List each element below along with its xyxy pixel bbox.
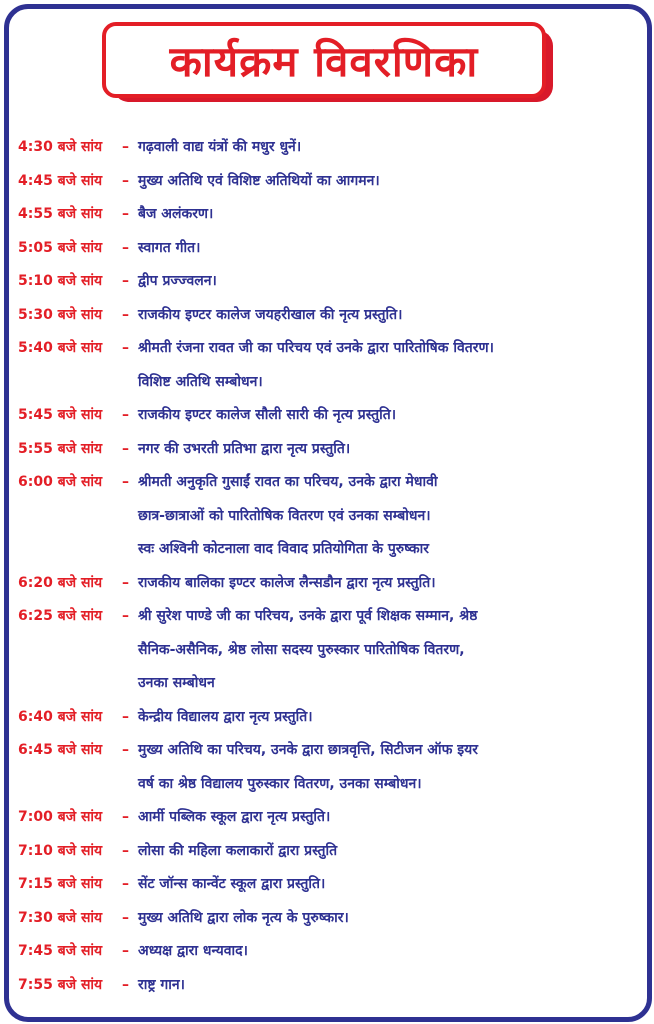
separator-dash: – [122, 340, 129, 356]
page-title: कार्यक्रम विवरणिका [169, 36, 479, 86]
schedule-time: 7:55 बजे सांय [18, 976, 103, 993]
schedule-time: 6:00 बजे सांय [18, 474, 103, 490]
schedule-description [138, 605, 646, 695]
schedule-row [18, 572, 646, 595]
description-line: राजकीय बालिका इण्टर कालेज लैन्सडौन द्वारा नृत्य प्रस्तुति। [138, 574, 436, 591]
schedule-time: 5:05 बजे सांय [18, 239, 103, 256]
schedule-description [138, 170, 646, 193]
schedule-time: 7:10 बजे सांय [18, 842, 103, 859]
description-line: मुख्य अतिथि एवं विशिष्ट अतिथियों का आगमन। [138, 172, 380, 189]
schedule-description [138, 873, 646, 896]
schedule-time: 7:30 बजे सांय [18, 909, 103, 926]
schedule-description [138, 337, 646, 394]
schedule-row [18, 270, 646, 293]
separator-dash: – [122, 976, 129, 993]
schedule-time: 5:40 बजे सांय [18, 340, 103, 356]
description-line: श्रीमती अनुकृति गुसाईं रावत का परिचय, उनके द्वारा मेधावी [138, 474, 438, 490]
description-line: स्वः अश्विनी कोटनाला वाद विवाद प्रतियोगिता के पुरुष्कार [138, 541, 429, 557]
description-line: श्रीमती रंजना रावत जी का परिचय एवं उनके द्वारा पारितोषिक वितरण। [138, 340, 494, 356]
description-line: आर्मी पब्लिक स्कूल द्वारा नृत्य प्रस्तुति। [138, 809, 331, 825]
schedule-row [18, 806, 646, 829]
description-line: स्वागत गीत। [138, 239, 201, 256]
schedule-time: 7:45 बजे सांय [18, 943, 103, 959]
schedule-row [18, 840, 646, 863]
schedule-description [138, 974, 646, 997]
description-line: बैज अलंकरण। [138, 206, 214, 222]
separator-dash: – [122, 809, 129, 825]
schedule-row [18, 940, 646, 963]
schedule-row [18, 170, 646, 193]
separator-dash: – [122, 407, 129, 423]
separator-dash: – [122, 842, 129, 859]
separator-dash: – [122, 943, 129, 959]
separator-dash: – [122, 909, 129, 926]
schedule-description [138, 739, 646, 796]
description-line: नगर की उभरती प्रतिभा द्वारा नृत्य प्रस्तुति। [138, 440, 351, 457]
separator-dash: – [122, 206, 129, 222]
description-line: मुख्य अतिथि द्वारा लोक नृत्य के पुरुष्कार। [138, 909, 349, 926]
schedule-description [138, 907, 646, 930]
separator-dash: – [122, 139, 129, 155]
schedule-description [138, 940, 646, 963]
schedule-description [138, 438, 646, 461]
schedule-description [138, 706, 646, 729]
description-line: राजकीय इण्टर कालेज सौली सारी की नृत्य प्रस्तुति। [138, 407, 397, 423]
schedule-description [138, 304, 646, 327]
schedule-row [18, 203, 646, 226]
separator-dash: – [122, 172, 129, 189]
description-line: सैनिक-असैनिक, श्रेष्ठ लोसा सदस्य पुरुस्कार पारितोषिक वितरण, [138, 641, 465, 658]
schedule-row [18, 404, 646, 427]
description-line: द्वीप प्रज्ज्वलन। [138, 273, 217, 289]
schedule-time: 4:30 बजे सांय [18, 139, 103, 155]
schedule-row [18, 337, 646, 394]
separator-dash: – [122, 474, 129, 490]
separator-dash: – [122, 273, 129, 289]
separator-dash: – [122, 306, 129, 323]
schedule-row [18, 706, 646, 729]
separator-dash: – [122, 574, 129, 591]
schedule-list [18, 136, 646, 1007]
schedule-time: 6:20 बजे सांय [18, 574, 103, 591]
schedule-time: 4:55 बजे सांय [18, 206, 103, 222]
schedule-description [138, 237, 646, 260]
schedule-time: 7:00 बजे सांय [18, 809, 103, 825]
description-line: वर्ष का श्रेष्ठ विद्यालय पुरुस्कार वितरण, उनका सम्बोधन। [138, 775, 422, 792]
schedule-time: 6:25 बजे सांय [18, 608, 103, 624]
separator-dash: – [122, 608, 129, 624]
schedule-time: 5:55 बजे सांय [18, 440, 103, 457]
schedule-row [18, 471, 646, 561]
description-line: राजकीय इण्टर कालेज जयहरीखाल की नृत्य प्रस्तुति। [138, 306, 403, 323]
schedule-time: 5:30 बजे सांय [18, 306, 103, 323]
separator-dash: – [122, 708, 129, 725]
description-line: केन्द्रीय विद्यालय द्वारा नृत्य प्रस्तुति। [138, 708, 313, 725]
separator-dash: – [122, 876, 129, 892]
schedule-row [18, 136, 646, 159]
schedule-time: 4:45 बजे सांय [18, 172, 103, 189]
schedule-description [138, 572, 646, 595]
schedule-description [138, 136, 646, 159]
schedule-row [18, 304, 646, 327]
schedule-time: 5:10 बजे सांय [18, 273, 103, 289]
description-line: लोसा की महिला कलाकारों द्वारा प्रस्तुति [138, 842, 338, 859]
schedule-description [138, 471, 646, 561]
description-line: गढ़वाली वाद्य यंत्रों की मधुर धुनें। [138, 139, 302, 155]
separator-dash: – [122, 440, 129, 457]
schedule-row [18, 974, 646, 997]
description-line: सेंट जॉन्स कान्वेंट स्कूल द्वारा प्रस्तुति। [138, 876, 326, 892]
schedule-time: 5:45 बजे सांय [18, 407, 103, 423]
schedule-row [18, 237, 646, 260]
description-line: श्री सुरेश पाण्डे जी का परिचय, उनके द्वारा पूर्व शिक्षक सम्मान, श्रेष्ठ [138, 608, 478, 624]
schedule-row [18, 907, 646, 930]
description-line: छात्र-छात्राओं को पारितोषिक वितरण एवं उनका सम्बोधन। [138, 507, 431, 524]
schedule-row [18, 438, 646, 461]
description-line: विशिष्ट अतिथि सम्बोधन। [138, 373, 263, 390]
schedule-description [138, 404, 646, 427]
schedule-time: 7:15 बजे सांय [18, 876, 103, 892]
description-line: उनका सम्बोधन [138, 675, 215, 691]
schedule-description [138, 806, 646, 829]
description-line: अध्यक्ष द्वारा धन्यवाद। [138, 943, 248, 959]
schedule-row [18, 873, 646, 896]
description-line: राष्ट्र गान। [138, 976, 185, 993]
schedule-description [138, 203, 646, 226]
separator-dash: – [122, 742, 129, 758]
schedule-time: 6:45 बजे सांय [18, 742, 103, 758]
schedule-row [18, 605, 646, 695]
schedule-row [18, 739, 646, 796]
schedule-time: 6:40 बजे सांय [18, 708, 103, 725]
schedule-description [138, 840, 646, 863]
description-line: मुख्य अतिथि का परिचय, उनके द्वारा छात्रवृत्ति, सिटीजन ऑफ इयर [138, 742, 478, 758]
schedule-description [138, 270, 646, 293]
title-box [102, 22, 546, 98]
separator-dash: – [122, 239, 129, 256]
